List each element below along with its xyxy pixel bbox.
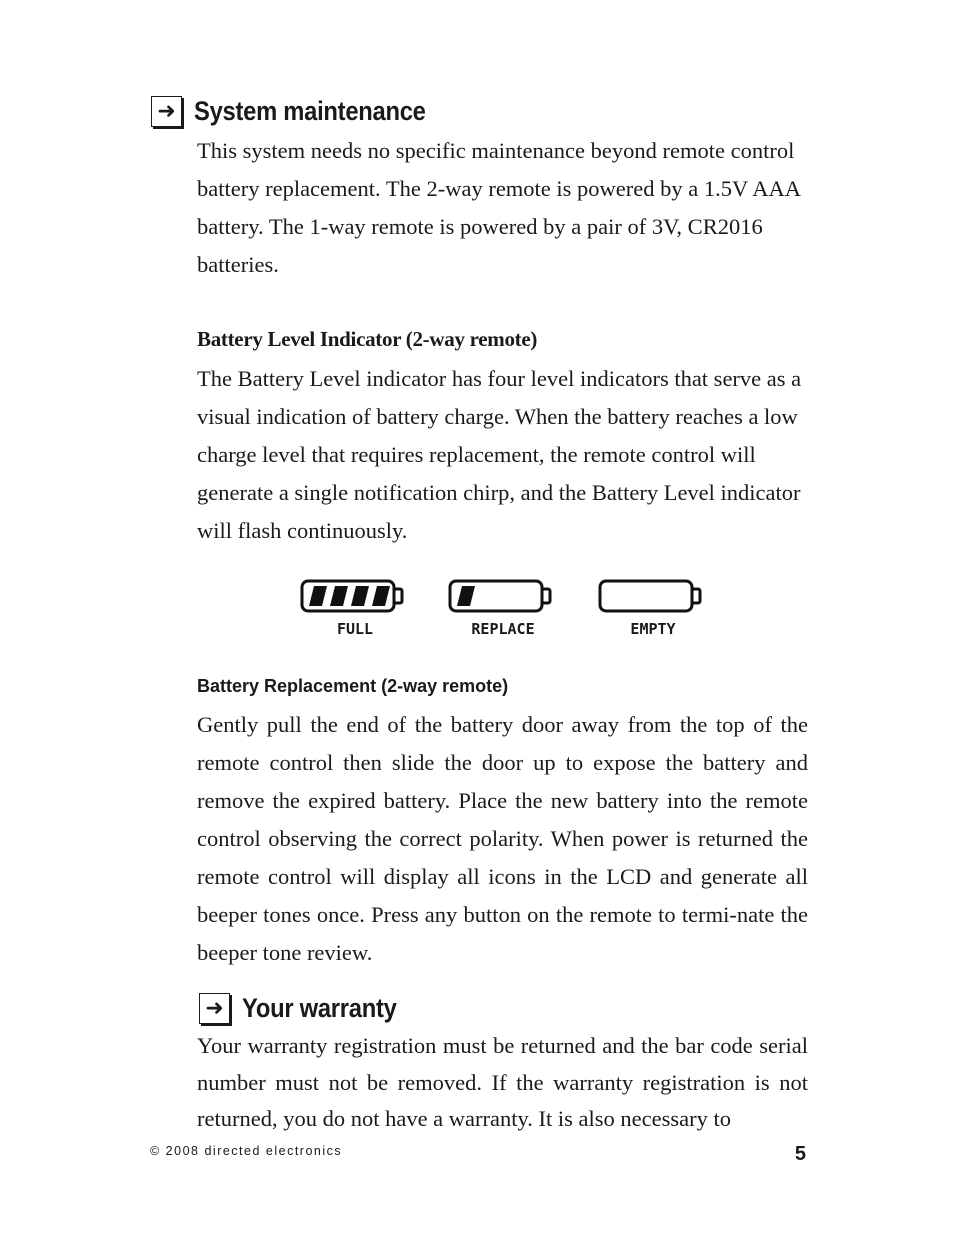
heading-text: System maintenance: [194, 96, 426, 126]
battery-empty-icon: [598, 578, 708, 614]
battery-replace-indicator: [448, 578, 558, 638]
battery-empty-label: EMPTY: [630, 620, 676, 638]
battery-replace-label: REPLACE: [471, 620, 535, 638]
battery-full-label: FULL: [336, 620, 374, 638]
battery-replacement-paragraph: Gently pull the end of the battery door away from the top of the remote control then slide the door up to expose the battery and remove the expired battery. Place the new battery into the remote control observing the correct polarity. When power is returned the remote control will display all icons in the LCD and generate all beeper tones once. Press any button on the remote to termi-nate the beeper tone review.: [197, 712, 808, 965]
battery-full-indicator: [300, 578, 410, 638]
battery-indicator-figure: [300, 578, 720, 640]
battery-level-subheading: Battery Level Indicator (2-way remote): [197, 327, 538, 351]
warranty-paragraph: Your warranty registration must be returned and the bar code serial number must not be removed. If the warranty registration is not returned, you do not have a warranty. It is also necessary to: [197, 1033, 808, 1131]
battery-full-icon: [300, 578, 410, 614]
maintenance-paragraph: This system needs no specific maintenance beyond remote control battery replacement. The 2-way remote is powered by a 1.5V AAA battery. The 1-way remote is powered by a pair of 3V, CR2016 batteries.: [197, 138, 800, 277]
battery-replace-icon: [448, 578, 558, 614]
copyright-footer: © 2008 directed electronics: [150, 1144, 343, 1158]
battery-empty-indicator: [598, 578, 708, 638]
right-arrow-icon: ➜: [151, 96, 182, 127]
section-heading-your-warranty: [199, 993, 418, 1024]
section-heading-system-maintenance: [151, 96, 457, 127]
battery-replacement-subheading: Battery Replacement (2-way remote): [197, 676, 509, 696]
page-number: 5: [794, 1143, 806, 1165]
right-arrow-icon: ➜: [199, 993, 230, 1024]
battery-level-paragraph: The Battery Level indicator has four level indicators that serve as a visual indication of battery charge. When the battery reaches a low charge level that requires replacement, the remote control will generate a single notification chirp, and the Battery Level indicator will flash continuously.: [197, 366, 802, 543]
heading-text: Your warranty: [242, 993, 397, 1023]
